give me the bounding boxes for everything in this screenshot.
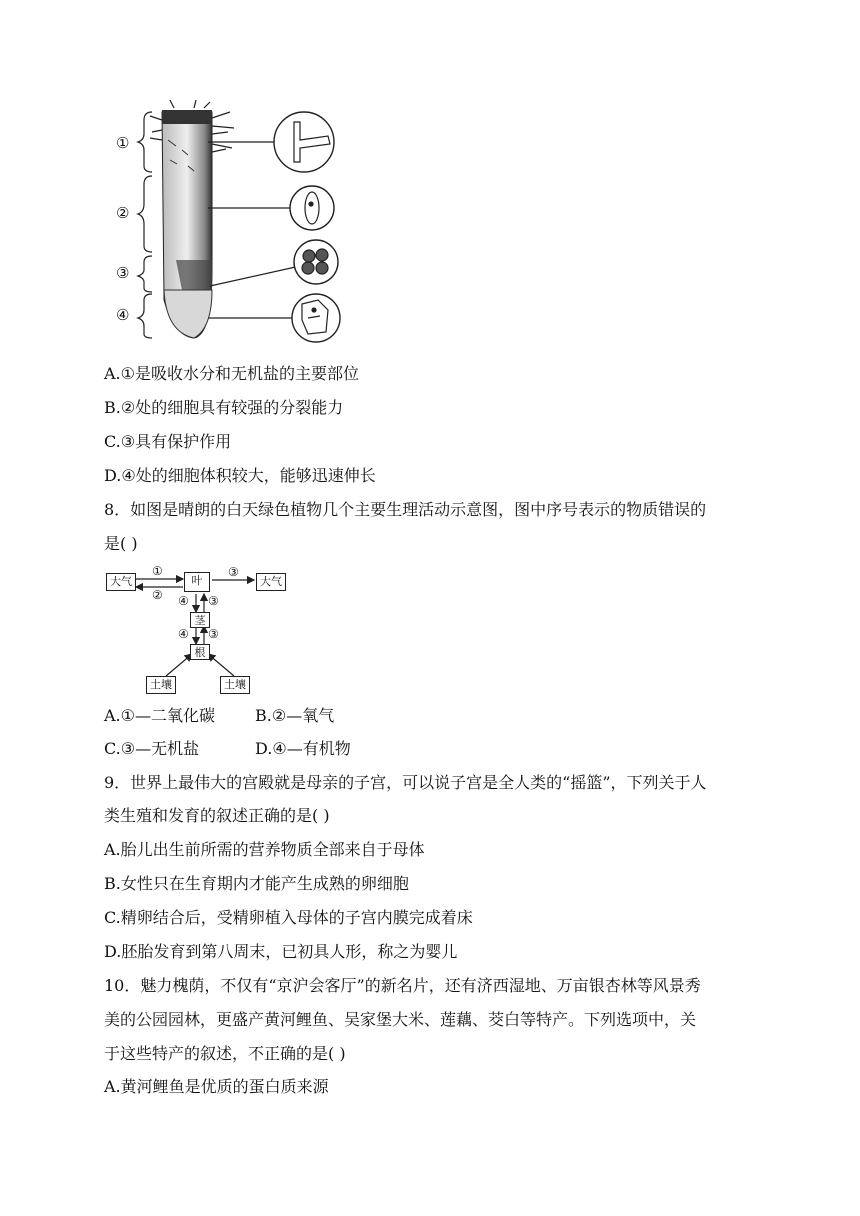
diagram-mark-3-upper: ③ — [208, 594, 219, 608]
root-zone-label-3: ③ — [116, 264, 130, 282]
q10-stem-line2: 美的公园园林，更盛产黄河鲤鱼、吴家堡大米、莲藕、茭白等特产。下列选项中，关 — [104, 1010, 697, 1029]
diagram-soil-right: 土壤 — [220, 676, 250, 694]
q8-stem-line2: 是( ) — [104, 534, 138, 553]
root-tip-illustration — [104, 100, 344, 345]
diagram-mark-3-top: ③ — [228, 565, 239, 579]
plant-process-diagram — [104, 566, 304, 696]
q8-option-c: C.③—无机盐 — [104, 739, 200, 758]
diagram-air-right: 大气 — [256, 573, 286, 591]
diagram-root: 根 — [190, 644, 210, 660]
root-zone-label-4: ④ — [116, 306, 130, 324]
diagram-air-left: 大气 — [106, 573, 136, 591]
q7-option-a: A.①是吸收水分和无机盐的主要部位 — [104, 364, 359, 383]
q9-option-a: A.胎儿出生前所需的营养物质全部来自于母体 — [104, 840, 425, 859]
q10-option-a: A.黄河鲤鱼是优质的蛋白质来源 — [104, 1077, 329, 1096]
q7-option-c: C.③具有保护作用 — [104, 432, 232, 451]
diagram-mark-2: ② — [152, 588, 163, 602]
diagram-mark-4-upper: ④ — [178, 594, 189, 608]
q7-option-b: B.②处的细胞具有较强的分裂能力 — [104, 398, 344, 417]
diagram-mark-3-lower: ③ — [208, 627, 219, 641]
q9-option-b: B.女性只在生育期内才能产生成熟的卵细胞 — [104, 874, 409, 893]
diagram-leaf: 叶 — [184, 572, 210, 592]
q7-option-d: D.④处的细胞体积较大，能够迅速伸长 — [104, 466, 376, 485]
q8-option-b: B.②—氧气 — [255, 706, 335, 725]
diagram-soil-left: 土壤 — [146, 676, 176, 694]
q10-stem-line3: 于这些特产的叙述，不正确的是( ) — [104, 1044, 346, 1063]
diagram-mark-1: ① — [152, 564, 163, 578]
q8-option-d: D.④—有机物 — [255, 739, 351, 758]
root-tip-figure — [104, 100, 344, 345]
diagram-mark-4-lower: ④ — [178, 627, 189, 641]
q8-option-a: A.①—二氧化碳 — [104, 706, 215, 725]
q9-option-c: C.精卵结合后，受精卵植入母体的子宫内膜完成着床 — [104, 908, 473, 927]
q9-option-d: D.胚胎发育到第八周末，已初具人形，称之为婴儿 — [104, 942, 458, 961]
root-zone-label-1: ① — [116, 134, 130, 152]
q9-stem-line1: 9．世界上最伟大的宫殿就是母亲的子宫，可以说子宫是全人类的“摇篮”，下列关于人 — [104, 773, 707, 792]
q10-stem-line1: 10．魅力槐荫，不仅有“京沪会客厅”的新名片，还有济西湿地、万亩银杏林等风景秀 — [104, 976, 701, 995]
diagram-stem: 茎 — [190, 612, 210, 628]
q8-stem-line1: 8．如图是晴朗的白天绿色植物几个主要生理活动示意图，图中序号表示的物质错误的 — [104, 500, 707, 519]
q9-stem-line2: 类生殖和发育的叙述正确的是( ) — [104, 806, 330, 825]
root-zone-label-2: ② — [116, 204, 130, 222]
